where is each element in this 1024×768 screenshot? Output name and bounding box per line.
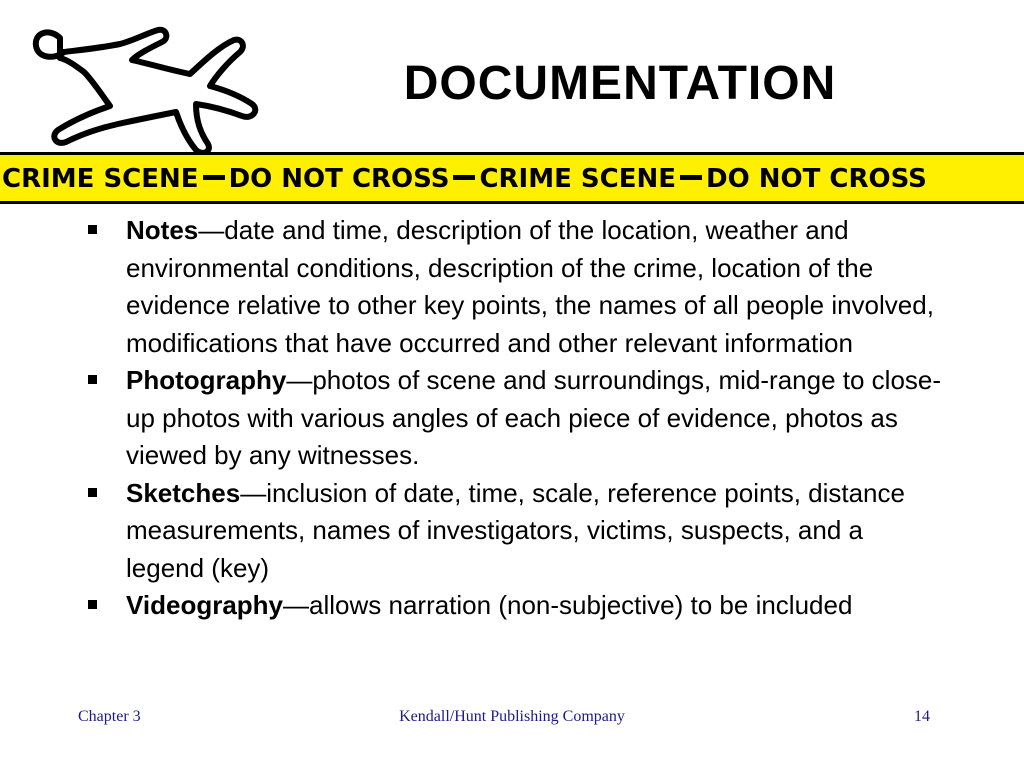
list-item (88, 362, 948, 475)
list-item (88, 212, 948, 362)
bullet-text: —date and time, description of the location, weather and environmental conditions, description of the crime, location of the evidence relative to other key points, the names of all people involved, modifications that have occurred and other relevant information (126, 215, 934, 358)
body-outline-icon (20, 20, 270, 160)
tape-text (2, 164, 927, 194)
tape-segment: CRIME SCENE (2, 164, 199, 194)
bullet-term: Sketches (126, 477, 241, 508)
tape-segment: DO NOT CROSS (706, 164, 927, 194)
bullet-term: Photography (126, 365, 287, 395)
tape-dash (203, 175, 225, 180)
list-item (88, 587, 948, 625)
bullet-list (88, 212, 948, 625)
tape-dash (453, 175, 475, 180)
bullet-text: —allows narration (non-subjective) to be included (283, 590, 853, 620)
bullet-term: Videography (126, 590, 284, 620)
footer-publisher: Kendall/Hunt Publishing Company (399, 708, 625, 725)
footer-page-number: 14 (914, 708, 930, 725)
bullet-text: —photos of scene and surroundings, mid-range to close-up photos with various angles of each piece of evidence, photos as viewed by any witnesses. (126, 365, 942, 470)
square-bullet-icon (88, 225, 97, 234)
footer-chapter: Chapter 3 (78, 708, 141, 725)
bullet-text: —inclusion of date, time, scale, reference points, distance measurements, names of investigators, victims, suspects, and a legend (key) (126, 477, 905, 583)
crime-scene-tape (0, 152, 1024, 204)
square-bullet-icon (88, 375, 97, 384)
page-title: DOCUMENTATION (403, 57, 837, 110)
tape-segment: CRIME SCENE (479, 164, 676, 194)
bullet-term: Notes (126, 215, 199, 245)
square-bullet-icon (88, 600, 97, 609)
tape-dash (680, 175, 702, 180)
square-bullet-icon (88, 488, 97, 497)
list-item (88, 475, 948, 588)
tape-segment: DO NOT CROSS (228, 164, 450, 194)
